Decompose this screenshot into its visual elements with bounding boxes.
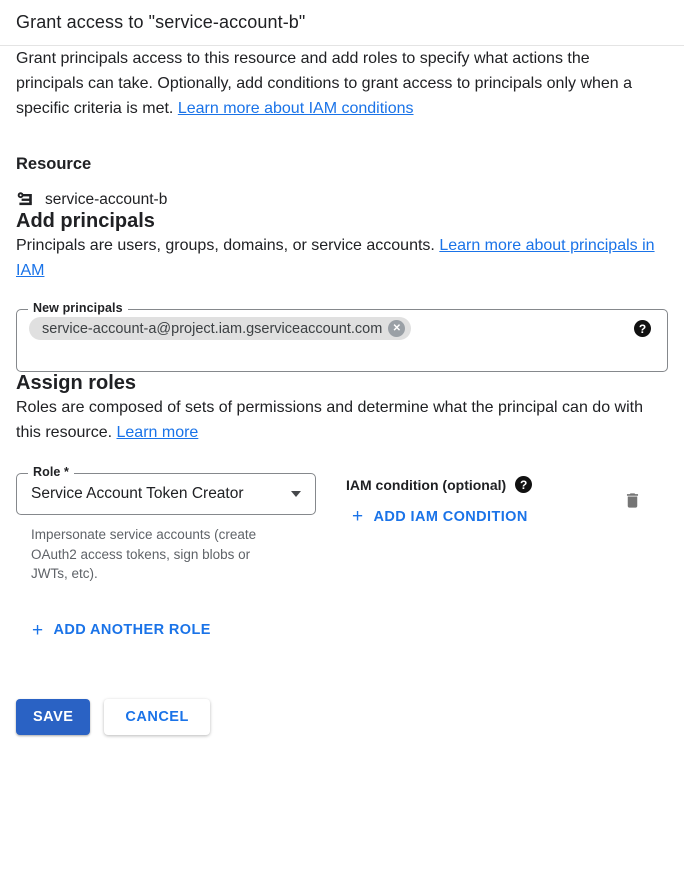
dialog-actions xyxy=(16,699,668,735)
chip-remove-icon[interactable]: ✕ xyxy=(388,320,405,337)
cancel-button[interactable]: CANCEL xyxy=(104,699,209,735)
dialog-body xyxy=(0,46,684,735)
role-column xyxy=(16,465,316,584)
add-iam-condition-label: ADD IAM CONDITION xyxy=(373,508,528,525)
resource-name: service-account-b xyxy=(45,191,168,208)
delete-role-button[interactable] xyxy=(619,487,646,514)
role-select[interactable] xyxy=(16,465,316,515)
condition-help-icon[interactable]: ? xyxy=(515,476,532,493)
resource-heading: Resource xyxy=(16,155,92,173)
role-row xyxy=(16,465,668,584)
principals-help-icon[interactable]: ? xyxy=(634,320,651,337)
roles-learn-more-link[interactable]: Learn more xyxy=(116,424,199,441)
principal-chip xyxy=(29,317,411,340)
iam-conditions-link[interactable]: Learn more about IAM conditions xyxy=(177,100,414,117)
plus-icon: + xyxy=(352,506,364,527)
plus-icon: + xyxy=(32,619,44,641)
dropdown-arrow-icon xyxy=(291,491,301,497)
dialog-title: Grant access to "service-account-b" xyxy=(16,12,306,32)
dialog-header xyxy=(0,0,684,46)
principals-description-text: Principals are users, groups, domains, or service accounts. xyxy=(16,237,435,254)
add-principals-heading: Add principals xyxy=(16,210,155,232)
intro-text: Grant principals access to this resource and add roles to specify what actions the principals can take. Optionally, add conditions to grant access to principals only when a specific criteria is met. xyxy=(16,50,633,117)
new-principals-label: New principals xyxy=(28,301,128,315)
roles-description-text: Roles are composed of sets of permissions and determine what the principal can do with this resource. xyxy=(16,399,643,441)
roles-description xyxy=(16,395,656,445)
condition-column xyxy=(346,473,532,527)
iam-condition-label: IAM condition (optional) xyxy=(346,476,507,493)
trash-icon xyxy=(623,498,642,513)
principals-description xyxy=(16,233,656,283)
role-value: Service Account Token Creator xyxy=(31,485,244,502)
intro-paragraph xyxy=(16,46,656,121)
add-another-role-label: ADD ANOTHER ROLE xyxy=(53,622,211,638)
principal-chip-text: service-account-a@project.iam.gserviceaccount.com xyxy=(42,320,383,337)
assign-roles-heading: Assign roles xyxy=(16,372,137,394)
principals-learn-more-link[interactable]: Learn more about principals in IAM xyxy=(16,237,655,279)
service-account-icon xyxy=(16,190,36,210)
add-iam-condition-button[interactable] xyxy=(352,507,528,526)
role-label: Role * xyxy=(28,465,74,479)
save-button[interactable]: SAVE xyxy=(16,699,90,735)
new-principals-field[interactable] xyxy=(16,301,668,372)
role-helper-text: Impersonate service accounts (create OAuth2 access tokens, sign blobs or JWTs, etc). xyxy=(31,527,257,581)
resource-row xyxy=(16,190,668,210)
add-another-role-button[interactable] xyxy=(32,621,211,640)
delete-column xyxy=(619,487,646,515)
